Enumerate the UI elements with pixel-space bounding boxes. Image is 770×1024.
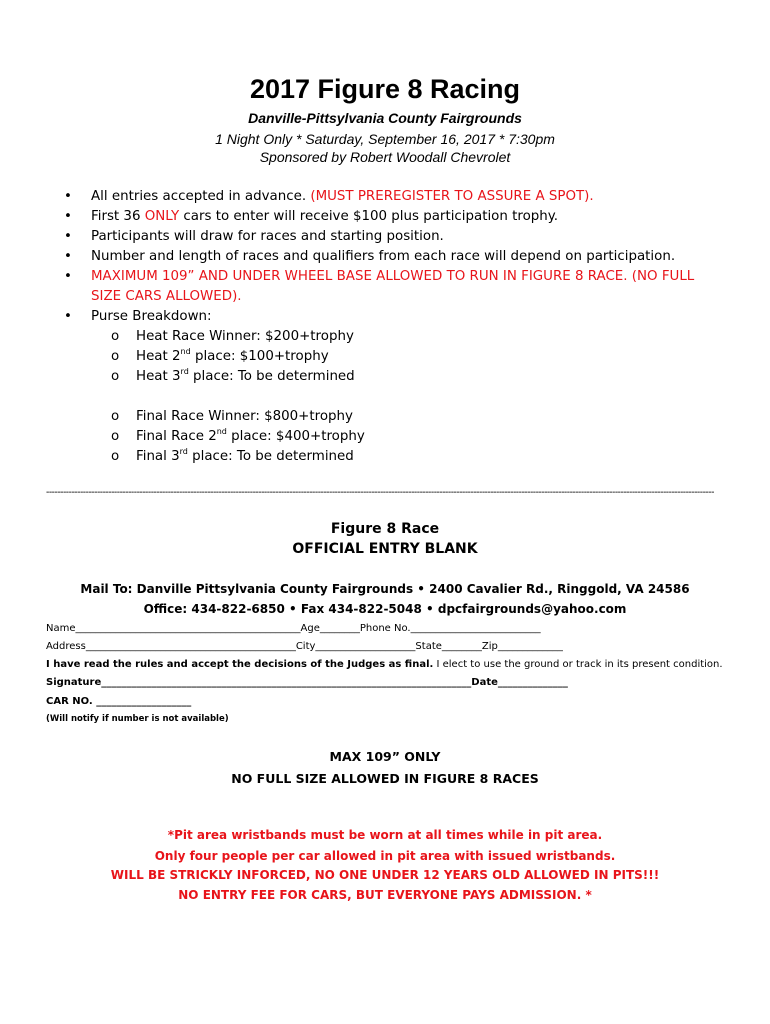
rule-item <box>64 267 724 307</box>
mail-to-line: Mail To: Danville Pittsylvania County Fairgrounds • 2400 Cavalier Rd., Ringgold, VA 24586 <box>80 582 690 596</box>
purse-text: place: $400+trophy <box>226 429 365 444</box>
purse-item <box>64 327 724 347</box>
purse-text: Heat 2 <box>136 349 181 364</box>
age-restriction-note: WILL BE STRICKLY INFORCED, NO ONE UNDER 12 YEARS OLD ALLOWED IN PITS!!! <box>110 868 660 882</box>
entry-subheading: OFFICIAL ENTRY BLANK <box>292 541 478 557</box>
signature-date-field[interactable]: Signature__________________________________________________________________________Date______________ <box>46 677 568 688</box>
purse-item <box>64 367 724 387</box>
purse-text: Heat 3 <box>136 369 181 384</box>
rule-text: First 36 <box>91 209 145 224</box>
pit-wristband-note: *Pit area wristbands must be worn at all times while in pit area. <box>167 828 603 842</box>
purse-text: Final Race 2 <box>136 429 217 444</box>
rule-text: Participants will draw for races and starting position. <box>91 229 444 244</box>
ordinal-suffix: rd <box>180 367 189 376</box>
rule-text: Number and length of races and qualifiers from each race will depend on participation. <box>91 249 676 264</box>
date-line: 1 Night Only * Saturday, September 16, 2017 * 7:30pm <box>215 131 555 147</box>
rules-acceptance-text: I elect to use the ground or track in its present condition. <box>433 659 723 670</box>
purse-text: place: To be determined <box>187 449 354 464</box>
bullet-icon: • <box>64 209 72 224</box>
ordinal-suffix: nd <box>180 347 191 356</box>
rule-text-red: MAXIMUM 109” AND UNDER WHEEL BASE ALLOWED TO RUN IN FIGURE 8 RACE. (NO FULL SIZE CARS ALLOWED). <box>91 269 695 304</box>
car-number-blank[interactable]: ___________________ <box>96 696 192 707</box>
car-number-field[interactable] <box>46 696 191 707</box>
max-wheelbase-note: MAX 109” ONLY <box>329 749 441 764</box>
circle-bullet-icon: o <box>111 409 120 424</box>
rules-acceptance <box>46 659 723 670</box>
admission-note: NO ENTRY FEE FOR CARS, BUT EVERYONE PAYS ADMISSION. * <box>178 888 592 902</box>
ordinal-suffix: nd <box>216 427 227 436</box>
purse-text: Final Race Winner: $800+trophy <box>136 409 353 424</box>
rule-text: All entries accepted in advance. <box>91 189 311 204</box>
rule-item <box>64 247 724 267</box>
pit-people-note: Only four people per car allowed in pit area with issued wristbands. <box>154 849 616 863</box>
rule-item <box>64 307 724 327</box>
page-title: 2017 Figure 8 Racing <box>249 74 521 104</box>
spacer <box>64 387 724 407</box>
purse-text: Final 3 <box>136 449 180 464</box>
no-full-size-note: NO FULL SIZE ALLOWED IN FIGURE 8 RACES <box>231 771 539 786</box>
rule-text: cars to enter will receive $100 plus participation trophy. <box>179 209 559 224</box>
purse-text: place: To be determined <box>188 369 355 384</box>
purse-item <box>64 407 724 427</box>
circle-bullet-icon: o <box>111 369 120 384</box>
rule-item <box>64 227 724 247</box>
circle-bullet-icon: o <box>111 329 120 344</box>
rules-list <box>64 187 724 467</box>
bullet-icon: • <box>64 249 72 264</box>
circle-bullet-icon: o <box>111 429 120 444</box>
venue-line: Danville-Pittsylvania County Fairgrounds <box>248 110 522 126</box>
entry-heading: Figure 8 Race <box>330 521 440 537</box>
rule-item <box>64 187 724 207</box>
cut-line-divider: -------------------------------------------------------------------------------------------------------------------------------------------------------------------------------------------------------------------------------------------- <box>46 487 714 498</box>
bullet-icon: • <box>64 229 72 244</box>
purse-item <box>64 347 724 367</box>
circle-bullet-icon: o <box>111 349 120 364</box>
sponsor-line: Sponsored by Robert Woodall Chevrolet <box>259 149 511 165</box>
bullet-icon: • <box>64 309 72 324</box>
name-age-phone-field[interactable]: Name_____________________________________________Age________Phone No.__________________________ <box>46 623 541 634</box>
purse-text: Heat Race Winner: $200+trophy <box>136 329 354 344</box>
rules-acceptance-bold: I have read the rules and accept the decisions of the Judges as final. <box>46 659 434 670</box>
car-number-label: CAR NO. <box>46 696 97 707</box>
purse-text: place: $100+trophy <box>190 349 329 364</box>
rule-text-red: ONLY <box>144 209 180 224</box>
ordinal-suffix: rd <box>179 447 188 456</box>
office-line: Office: 434-822-6850 • Fax 434-822-5048 • dpcfairgrounds@yahoo.com <box>143 602 627 616</box>
rule-text: Purse Breakdown: <box>91 309 212 324</box>
bullet-icon: • <box>64 189 72 204</box>
rule-item <box>64 207 724 227</box>
address-field[interactable]: Address__________________________________________City____________________State________Zip_____________ <box>46 641 563 652</box>
notify-note: (Will notify if number is not available) <box>46 714 229 724</box>
circle-bullet-icon: o <box>111 449 120 464</box>
bullet-icon: • <box>64 269 72 284</box>
purse-item <box>64 427 724 447</box>
purse-item <box>64 447 724 467</box>
rule-text-red: (MUST PREREGISTER TO ASSURE A SPOT). <box>310 189 594 204</box>
